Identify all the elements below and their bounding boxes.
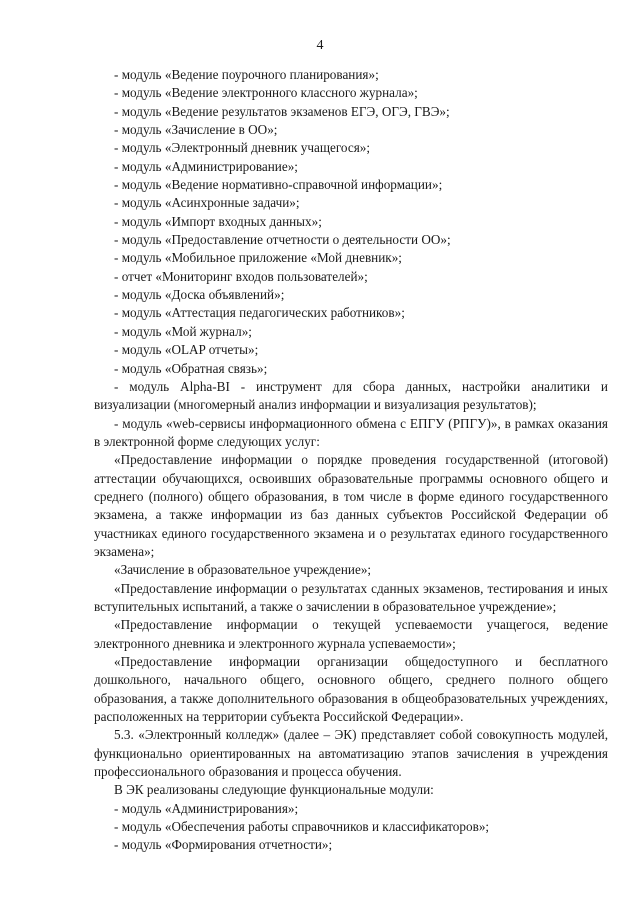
list-item: - модуль «Электронный дневник учащегося»; <box>114 140 371 156</box>
list-item: - модуль «Аттестация педагогических работников»; <box>114 305 405 321</box>
section-paragraph: 5.3. «Электронный колледж» (далее – ЭК) представляет собой совокупность модулей, функционально ориентированных на автоматизацию этапов зачисления в учреждения профессионального образования и процесса обучения. <box>94 727 608 780</box>
list-item: - модуль «Ведение нормативно-справочной информации»; <box>114 177 443 193</box>
service-paragraph: «Предоставление информации о текущей успеваемости учащегося, ведение электронного дневника и электронного журнала успеваемости»; <box>94 617 608 651</box>
list-item: - модуль «OLAP отчеты»; <box>114 342 259 358</box>
list-item: - модуль «Формирования отчетности»; <box>114 837 333 853</box>
list-item: - модуль «web-сервисы информационного обмена с ЕПГУ (РПГУ)», в рамках оказания в электронной форме следующих услуг: <box>94 415 608 449</box>
list-item: - модуль Alpha-BI - инструмент для сбора данных, настройки аналитики и визуализации (многомерный анализ информации и визуализация результатов); <box>94 378 608 413</box>
service-paragraph: «Предоставление информации организации общедоступного и бесплатного дошкольного, начального общего, основного общего, среднего полного общего образования, а также дополнительного образования в общеобразовательных учреждениях, расположенных на территории субъекта Российской Федерации». <box>94 654 608 725</box>
page-number: 4 <box>316 38 324 53</box>
list-item: - модуль «Доска объявлений»; <box>114 287 285 303</box>
list-item: - модуль «Администрирование»; <box>114 158 298 174</box>
list-item: - модуль «Ведение результатов экзаменов ЕГЭ, ОГЭ, ГВЭ»; <box>114 103 450 119</box>
service-paragraph: «Предоставление информации о результатах сданных экзаменов, тестирования и иных вступительных испытаний, а также о зачислении в образовательное учреждение»; <box>94 580 608 614</box>
list-item: - модуль «Зачисление в ОО»; <box>114 122 278 138</box>
list-item: - модуль «Мобильное приложение «Мой дневник»; <box>114 250 402 266</box>
list-item: - модуль «Администрирования»; <box>114 800 299 816</box>
section-paragraph: В ЭК реализованы следующие функциональные модули: <box>114 782 434 798</box>
service-paragraph: «Предоставление информации о порядке проведения государственной (итоговой) аттестации обучающихся, освоивших образовательные программы основного общего и среднего (полного) общего образования, в том числе в форме единого государственного экзамена, а также информации из баз данных субъектов Российской Федерации об участниках единого государственного экзамена и о результатах единого государственного экзамена»; <box>94 452 608 559</box>
list-item: - модуль «Предоставление отчетности о деятельности ОО»; <box>114 232 451 248</box>
list-item: - модуль «Мой журнал»; <box>114 323 252 339</box>
service-paragraph: «Зачисление в образовательное учреждение»; <box>114 562 372 578</box>
list-item: - отчет «Мониторинг входов пользователей»; <box>114 268 368 284</box>
document-body <box>94 66 608 855</box>
list-item: - модуль «Обеспечения работы справочников и классификаторов»; <box>114 819 490 835</box>
list-item: - модуль «Асинхронные задачи»; <box>114 195 300 211</box>
list-item: - модуль «Ведение поурочного планирования»; <box>114 67 379 82</box>
list-item: - модуль «Ведение электронного классного журнала»; <box>114 85 418 101</box>
list-item: - модуль «Обратная связь»; <box>114 360 268 376</box>
list-item: - модуль «Импорт входных данных»; <box>114 213 322 229</box>
